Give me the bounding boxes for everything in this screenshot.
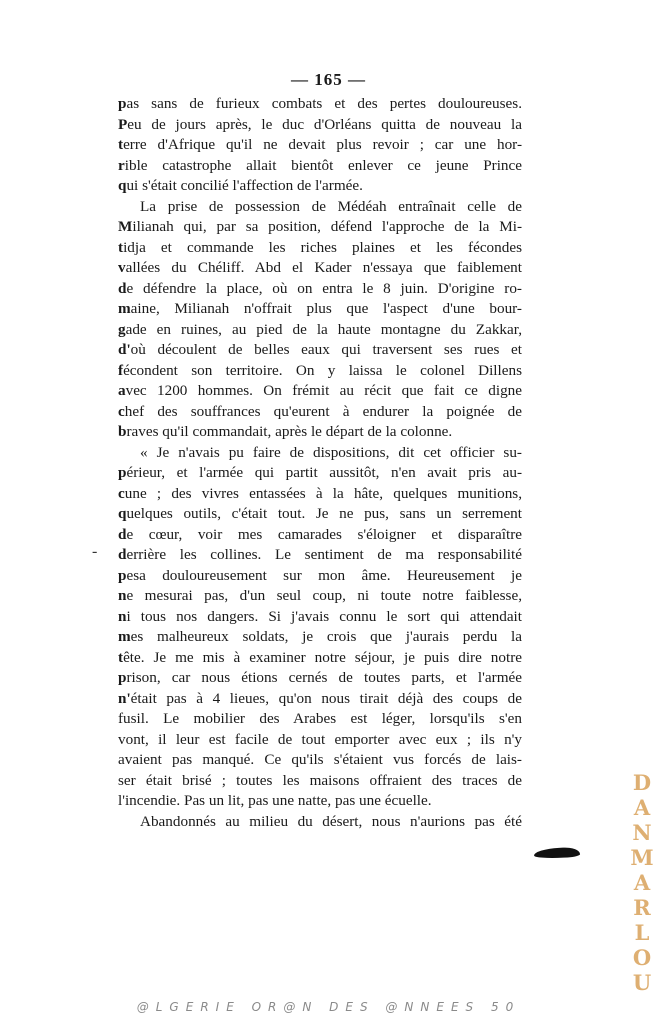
text-line: Abandonnés au milieu du désert, nous n'aurions pas été [140,812,522,830]
text-line: l'incendie. Pas un lit, pas une natte, pas une écuelle. [118,792,432,809]
text-line: rible catastrophe allait bientôt enlever ce jeune Prince [118,156,522,174]
text-line: pesa douloureusement sur mon âme. Heureusement je [118,566,522,584]
text-line: gade en ruines, au pied de la haute montagne du Zakkar, [118,320,522,338]
text-line: tête. Je me mis à examiner notre séjour, je puis dire notre [118,648,522,666]
text-line: braves qu'il commandait, après le départ de la colonne. [118,423,453,440]
text-line: vont, il leur est facile de tout emporter avec eux ; ils n'y [118,730,522,748]
text-line: de défendre la place, où on entra le 8 juin. D'origine ro- [118,279,522,297]
text-line: périeur, et l'armée qui partit aussitôt, n'en avait pris au- [118,464,522,481]
text-block [118,94,522,832]
page-number: — 165 — [291,70,366,89]
text-line: cune ; des vivres entassées à la hâte, quelques munitions, [118,484,522,502]
text-line: fécondent son territoire. On y laissa le colonel Dillens [118,361,522,379]
text-line: quelques outils, c'était tout. Je ne pus, sans un serrement [118,505,522,522]
side-watermark [630,770,654,995]
text-line: La prise de possession de Médéah entraînait celle de [140,197,522,215]
footer-watermark: @LGERIE OR@N DES @NNEES 50 [136,1000,521,1014]
side-watermark-text: DANMARLOU [630,770,654,995]
text-line: pas sans de furieux combats et des pertes douloureuses. [118,95,522,112]
text-line: vallées du Chéliff. Abd el Kader n'essaya que faiblement [118,259,522,276]
text-line: qui s'était concilié l'affection de l'armée. [118,177,363,194]
text-line: ni tous nos dangers. Si j'avais connu le sort qui attendait [118,607,522,625]
text-line: de cœur, voir mes camarades s'éloigner et disparaître [118,525,522,543]
text-line: maine, Milianah n'offrait plus que l'aspect d'une bour- [118,300,522,317]
text-line: prison, car nous étions cernés de toutes parts, et l'armée [118,669,522,686]
text-line: fusil. Le mobilier des Arabes est léger, lorsqu'ils s'en [118,710,522,727]
text-line: tidja et commande les riches plaines et les fécondes [118,238,522,256]
ink-blot [534,847,580,859]
text-line: avaient pas manqué. Ce qu'ils s'étaient vus forcés de lais- [118,751,522,768]
text-line: ne mesurai pas, d'un seul coup, ni toute notre faiblesse, [118,587,522,604]
text-line: Peu de jours après, le duc d'Orléans quitta de nouveau la [118,115,522,133]
text-line: mes malheureux soldats, je crois que j'aurais perdu la [118,628,522,645]
text-line: chef des souffrances qu'eurent à endurer la poignée de [118,402,522,420]
text-line: d'où découlent de belles eaux qui traversent ses rues et [118,341,522,358]
text-line: « Je n'avais pu faire de dispositions, dit cet officier su- [140,443,522,461]
text-line: n'était pas à 4 lieues, qu'on nous tirait déjà des coups de [118,689,522,707]
text-line: ser était brisé ; toutes les maisons offraient des traces de [118,771,522,789]
text-line: avec 1200 hommes. On frémit au récit que fait ce digne [118,382,522,399]
text-line: terre d'Afrique qu'il ne devait plus revoir ; car une hor- [118,136,522,153]
text-line: Milianah qui, par sa position, défend l'approche de la Mi- [118,218,522,235]
margin-mark: - [92,543,98,560]
text-line: derrière les collines. Le sentiment de ma responsabilité [118,546,522,563]
